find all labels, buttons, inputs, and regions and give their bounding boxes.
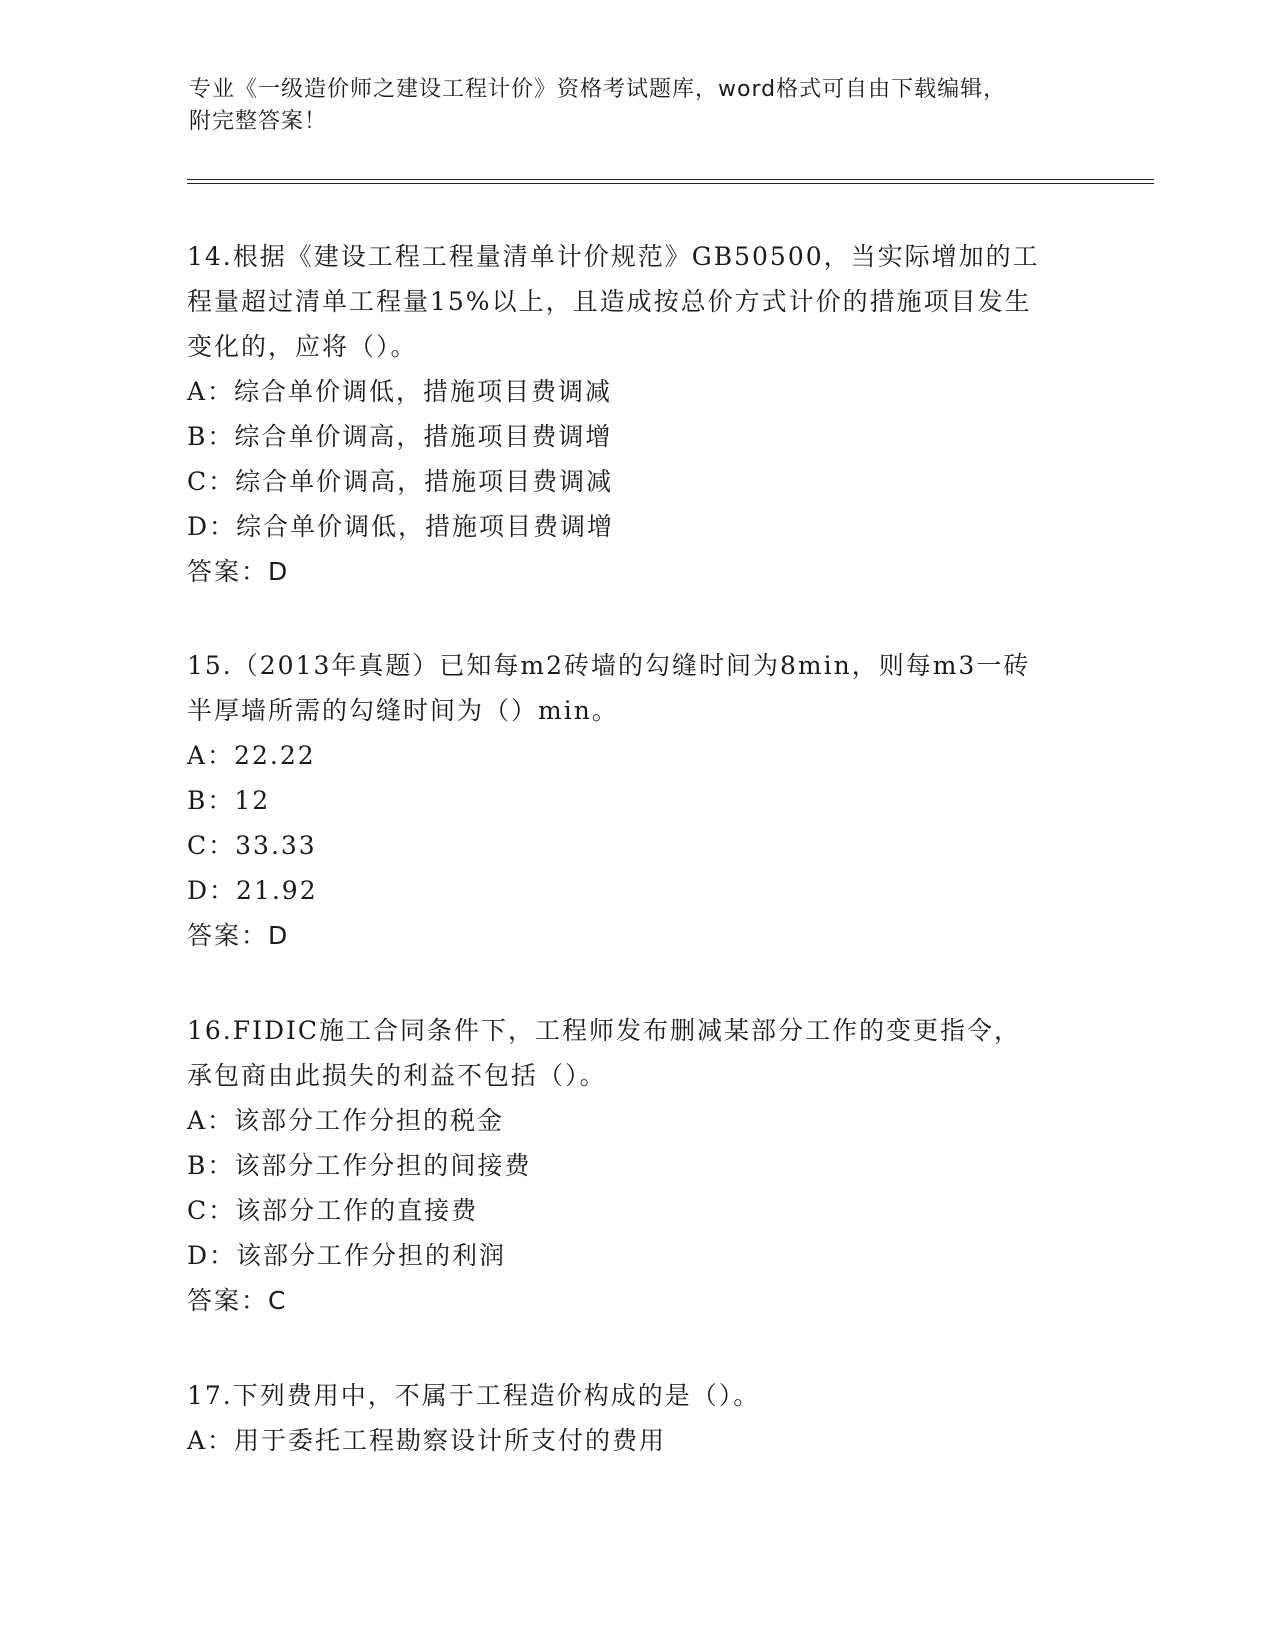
answer: 答案：C <box>187 1286 288 1315</box>
question-stem-line: 17.下列费用中，不属于工程造价构成的是（）。 <box>187 1381 761 1410</box>
header-divider-bottom <box>187 183 1154 184</box>
option-b: B：综合单价调高，措施项目费调增 <box>187 422 613 451</box>
header-line-1: 专业《一级造价师之建设工程计价》资格考试题库，word格式可自由下载编辑， <box>189 77 1007 102</box>
question-16 <box>187 1008 1107 1323</box>
option-b: B：该部分工作分担的间接费 <box>187 1151 532 1180</box>
answer: 答案：D <box>187 557 290 586</box>
option-a: A：该部分工作分担的税金 <box>187 1106 505 1135</box>
option-a: A：综合单价调低，措施项目费调减 <box>187 377 613 406</box>
question-14 <box>187 234 1107 594</box>
question-17 <box>187 1373 1107 1463</box>
question-stem-line: 变化的，应将（）。 <box>187 332 418 361</box>
question-stem-line: 半厚墙所需的勾缝时间为（）min。 <box>187 696 619 725</box>
option-c: C：该部分工作的直接费 <box>187 1196 479 1225</box>
header-divider-top <box>187 179 1154 180</box>
header-line-2: 附完整答案！ <box>189 109 328 134</box>
question-stem-line: 15.（2013年真题）已知每m2砖墙的勾缝时间为8min，则每m3一砖 <box>187 651 1031 680</box>
option-a: A：用于委托工程勘察设计所支付的费用 <box>187 1426 667 1455</box>
option-c: C：33.33 <box>187 831 317 860</box>
question-stem-line: 程量超过清单工程量15%以上，且造成按总价方式计价的措施项目发生 <box>187 287 1032 316</box>
question-stem-line: 14.根据《建设工程工程量清单计价规范》GB50500，当实际增加的工 <box>187 242 1040 271</box>
option-d: D：21.92 <box>187 876 318 905</box>
option-d: D：该部分工作分担的利润 <box>187 1241 507 1270</box>
option-d: D：综合单价调低，措施项目费调增 <box>187 512 615 541</box>
question-stem-line: 承包商由此损失的利益不包括（）。 <box>187 1061 607 1090</box>
answer: 答案：D <box>187 921 290 950</box>
question-stem-line: 16.FIDIC施工合同条件下，工程师发布删减某部分工作的变更指令， <box>187 1016 1022 1045</box>
option-a: A：22.22 <box>187 741 316 770</box>
option-c: C：综合单价调高，措施项目费调减 <box>187 467 614 496</box>
question-15 <box>187 643 1107 958</box>
document-header <box>189 74 1089 138</box>
option-b: B：12 <box>187 786 271 815</box>
